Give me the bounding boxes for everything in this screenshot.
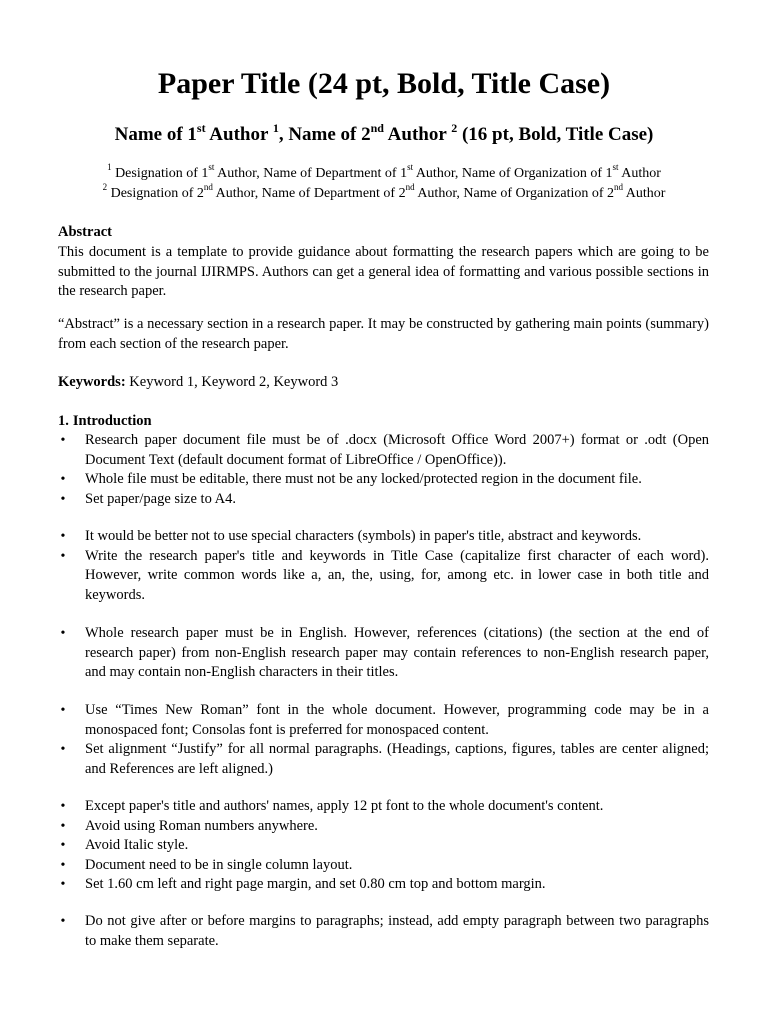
- affiliation-2: [0, 184, 768, 204]
- affiliation-1-text: Author: [618, 166, 661, 181]
- keywords-value: Keyword 1, Keyword 2, Keyword 3: [125, 374, 339, 390]
- bullet-list: [58, 624, 709, 683]
- affiliation-1-text: Author, Name of Organization of 1: [413, 166, 613, 181]
- author-line: [0, 121, 768, 149]
- affiliation-2-ordinal: nd: [405, 182, 415, 193]
- list-item: [58, 856, 709, 876]
- bullet-group-3: [58, 624, 709, 683]
- list-item: [58, 547, 709, 606]
- abstract-paragraph-1: This document is a template to provide guidance about formatting the research papers which are going to be submitted to the journal IJIRMPS. Authors can get a general idea of formatting and various possible sections in the research paper.: [58, 244, 709, 299]
- affiliation-1-index: 1: [107, 162, 112, 173]
- author-2-ordinal: nd: [370, 120, 384, 135]
- section-title: Introduction: [72, 413, 152, 429]
- bullet-icon: •: [60, 472, 66, 487]
- bullet-icon: •: [60, 742, 66, 757]
- list-item-text: Except paper's title and authors' names, apply 12 pt font to the whole document's content.: [85, 798, 604, 814]
- affiliation-1-ordinal: st: [208, 162, 215, 173]
- bullet-group-6: [58, 912, 709, 951]
- list-item-text: Research paper document file must be of .docx (Microsoft Office Word 2007+) format or .odt (Open Document Text (default document format of LibreOffice / OpenOffice)).: [85, 432, 709, 468]
- section-heading-introduction: [58, 412, 709, 432]
- bullet-icon: •: [60, 433, 66, 448]
- bullet-icon: •: [60, 857, 66, 873]
- author-1-suffix: Author: [205, 124, 273, 145]
- affiliation-2-text: Designation of 2: [107, 186, 204, 201]
- bullet-list: [58, 912, 709, 951]
- affiliation-1-text: Designation of 1: [111, 166, 209, 181]
- affiliation-1-ordinal: st: [407, 162, 414, 173]
- list-item: [58, 912, 709, 951]
- list-item-text: Whole file must be editable, there must not be any locked/protected region in the document file.: [85, 471, 642, 487]
- list-item-text: Write the research paper's title and keywords in Title Case (capitalize first character of each word). However, write common words like a, an, the, using, for, among etc. in lower case in both title and keywords.: [85, 547, 709, 603]
- bullet-list: [58, 431, 709, 509]
- list-item-text: It would be better not to use special characters (symbols) in paper's title, abstract and keywords.: [85, 528, 642, 544]
- author-1-index: 1: [272, 120, 279, 135]
- list-item-text: Set 1.60 cm left and right page margin, and set 0.80 cm top and bottom margin.: [85, 876, 546, 892]
- bullet-list: [58, 797, 709, 895]
- affiliation-1: [0, 164, 768, 184]
- bullet-icon: •: [60, 548, 66, 564]
- paper-title: Paper Title (24 pt, Bold, Title Case): [157, 67, 611, 100]
- affiliation-2-text: Author: [623, 186, 666, 201]
- affiliation-1-text: Author, Name of Department of 1: [214, 166, 408, 181]
- author-2-suffix: Author: [383, 124, 452, 145]
- affiliations: [0, 164, 768, 204]
- author-2-index: 2: [451, 120, 458, 135]
- list-item: [58, 817, 709, 837]
- abstract-heading: Abstract: [58, 224, 112, 240]
- bullet-list: [58, 701, 709, 779]
- bullet-group-4: [58, 701, 709, 779]
- list-item: [58, 836, 709, 856]
- section-number: 1.: [58, 413, 69, 429]
- list-item-text: Avoid using Roman numbers anywhere.: [85, 817, 318, 834]
- bullet-group-5: [58, 797, 709, 895]
- bullet-list: [58, 527, 709, 605]
- list-item-text: Avoid Italic style.: [85, 837, 189, 853]
- affiliation-2-index: 2: [102, 182, 108, 193]
- bullet-icon: •: [60, 914, 66, 929]
- bullet-icon: •: [60, 703, 66, 718]
- bullet-group-1: [58, 431, 709, 509]
- bullet-icon: •: [60, 818, 66, 834]
- list-item-text: Set paper/page size to A4.: [85, 490, 236, 507]
- bullet-icon: •: [60, 799, 66, 814]
- list-item: [58, 624, 709, 683]
- list-item: [58, 740, 709, 779]
- abstract-paragraph-2: “Abstract” is a necessary section in a research paper. It may be constructed by gathering main points (summary) from each section of the research paper.: [58, 316, 709, 352]
- affiliation-2-text: Author, Name of Organization of 2: [414, 186, 615, 201]
- affiliation-1-ordinal: st: [612, 162, 619, 173]
- affiliation-2-ordinal: nd: [203, 182, 213, 193]
- keywords-label: Keywords:: [58, 374, 126, 390]
- affiliation-2-ordinal: nd: [614, 182, 624, 193]
- list-item: [58, 490, 709, 510]
- bullet-icon: •: [60, 877, 66, 892]
- list-item-text: Whole research paper must be in English. However, references (citations) (the section at the end of research paper) from non-English research paper may contain references to non-English research paper, and may contain non-English characters in their titles.: [85, 625, 709, 680]
- author-line-note: (16 pt, Bold, Title Case): [457, 124, 654, 145]
- author-1-ordinal: st: [196, 120, 206, 135]
- bullet-icon: •: [60, 626, 66, 641]
- list-item: [58, 527, 709, 547]
- author-2-name: , Name of 2: [278, 124, 371, 145]
- list-item: [58, 797, 709, 817]
- list-item-text: Set alignment “Justify” for all normal paragraphs. (Headings, captions, figures, tables are center aligned; and References are left aligned.): [85, 741, 709, 777]
- author-1-name: Name of 1: [114, 124, 197, 145]
- keywords-line: [58, 373, 709, 393]
- list-item: [58, 470, 709, 490]
- list-item-text: Use “Times New Roman” font in the whole document. However, programming code may be in a monospaced font; Consolas font is preferred for monospaced content.: [85, 702, 709, 738]
- list-item: [58, 701, 709, 740]
- affiliation-2-text: Author, Name of Department of 2: [212, 186, 406, 201]
- list-item-text: Document need to be in single column layout.: [85, 856, 353, 873]
- bullet-icon: •: [60, 838, 66, 853]
- list-item: [58, 875, 709, 895]
- list-item: [58, 431, 709, 470]
- bullet-icon: •: [60, 529, 66, 544]
- bullet-group-2: [58, 527, 709, 605]
- list-item-text: Do not give after or before margins to paragraphs; instead, add empty paragraph between two paragraphs to make them separate.: [85, 913, 709, 949]
- bullet-icon: •: [60, 491, 66, 507]
